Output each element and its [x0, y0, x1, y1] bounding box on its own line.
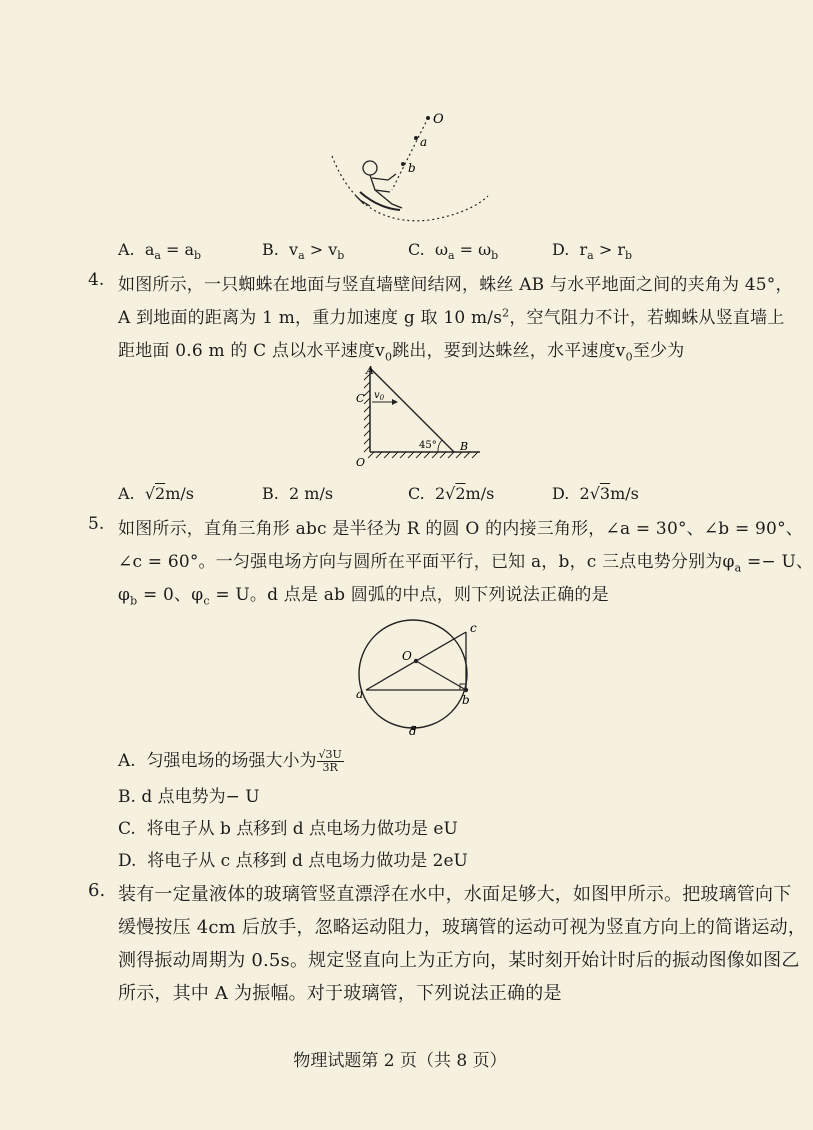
- q4-silk-ab: [370, 368, 454, 452]
- q4-label-a: A: [366, 364, 374, 377]
- q3-label-O: O: [433, 112, 444, 127]
- option-letter: B.: [118, 787, 136, 807]
- q5-figure: [348, 614, 488, 736]
- q5-point-b: [464, 688, 468, 692]
- q3-person-icon: [356, 161, 402, 210]
- option-text: 匀强电场的场强大小为: [146, 751, 317, 771]
- q5-line-1: 如图所示，直角三角形 abc 是半径为 R 的圆 O 的内接三角形，∠a = 30°、∠b = 90°、: [118, 519, 803, 539]
- option-sub: a: [154, 249, 161, 263]
- option-root: 3: [599, 484, 611, 503]
- q4-line-3-sub: 0: [385, 350, 393, 364]
- option-text: 将电子从 c 点移到 d 点电场力做功是 2eU: [147, 851, 468, 871]
- fraction-denominator: 3R: [322, 761, 338, 774]
- q4-label-o: O: [356, 456, 366, 469]
- q4-line-2-text-b: ，空气阻力不计，若蜘蛛从竖直墙上: [509, 308, 785, 328]
- q4-line-1: 如图所示，一只蜘蛛在地面与竖直墙壁间结网，蛛丝 AB 与水平地面之间的夹角为 45°，: [118, 275, 793, 295]
- option-sub: b: [194, 249, 202, 263]
- option-letter: A.: [118, 240, 135, 259]
- q4-figure: [348, 362, 488, 470]
- option-root: 2: [155, 484, 166, 503]
- option-root: 2: [455, 484, 466, 503]
- q3-label-a: a: [420, 135, 428, 149]
- q3-point-O: [426, 116, 430, 120]
- q5-radius-ob: [416, 661, 466, 690]
- q5-line-3-text-b: = 0、φ: [137, 585, 204, 605]
- q6-number: 6.: [88, 880, 106, 901]
- q4-number: 4.: [88, 270, 105, 290]
- q5-label-o: O: [402, 649, 412, 663]
- option-coef: 2: [434, 484, 446, 503]
- q4-line-2-text: A 到地面的距离为 1 m，重力加速度 g 取 10 m/s: [118, 308, 503, 328]
- q4-line-3-text-b: 跳出，要到达蛛丝，水平速度v: [392, 341, 626, 361]
- q5-number: 5.: [88, 514, 105, 534]
- option-sub: b: [624, 249, 633, 263]
- option-letter: D.: [118, 851, 137, 871]
- q5-line-2-text-b: =− U、: [741, 552, 813, 572]
- option-text: a: [144, 240, 155, 259]
- q5-circle: [359, 620, 467, 728]
- option-fraction: [317, 749, 344, 774]
- q3-point-b: [401, 162, 405, 166]
- option-letter: C.: [118, 819, 136, 839]
- q3-option-c[interactable]: [408, 240, 498, 262]
- option-letter: A.: [118, 751, 136, 771]
- q4-label-v0: $v_0$: [374, 390, 385, 402]
- option-coef: 2: [579, 484, 590, 503]
- option-letter: C.: [408, 484, 425, 503]
- option-text: 将电子从 b 点移到 d 点电场力做功是 eU: [146, 819, 458, 839]
- page-footer: 物理试题第 2 页（共 8 页）: [293, 1051, 507, 1071]
- q5-option-d[interactable]: [118, 846, 468, 871]
- option-text: > r: [593, 240, 625, 259]
- q5-line-2-text: ∠c = 60°。一匀强电场方向与圆所在平面平行，已知 a，b，c 三点电势分别为φ: [118, 552, 735, 572]
- option-sub: b: [337, 249, 345, 263]
- q3-option-b[interactable]: [262, 240, 344, 262]
- sqrt-icon: √: [144, 484, 156, 503]
- option-unit: m/s: [165, 484, 194, 503]
- option-letter: D.: [552, 484, 570, 503]
- option-text: 2 m/s: [289, 484, 334, 503]
- q4-arrowhead-icon: [392, 399, 398, 405]
- q5-label-a: a: [356, 687, 364, 701]
- option-unit: m/s: [465, 484, 495, 503]
- option-text: v: [289, 240, 299, 259]
- q4-angle-arc: [438, 440, 442, 452]
- q4-label-b: B: [460, 440, 469, 453]
- option-letter: C.: [408, 240, 425, 259]
- q3-option-d[interactable]: [552, 240, 632, 262]
- q5-label-b: b: [462, 693, 470, 707]
- option-text: = ω: [454, 240, 492, 259]
- q4-wall-hatch: [364, 374, 370, 452]
- q5-line-2: [118, 547, 813, 574]
- q3-option-a[interactable]: [118, 240, 201, 262]
- q3-label-b: b: [408, 161, 416, 175]
- option-text: ω: [434, 240, 448, 259]
- option-sub: a: [298, 249, 305, 263]
- option-unit: m/s: [610, 484, 639, 503]
- q5-point-o: [414, 659, 418, 663]
- q6-line-1: 装有一定量液体的玻璃管竖直漂浮在水中，水面足够大，如图甲所示。把玻璃管向下: [118, 884, 792, 905]
- q4-label-angle: 45°: [419, 440, 437, 451]
- q6-line-4: 所示，其中 A 为振幅。对于玻璃管，下列说法正确的是: [118, 983, 562, 1004]
- option-text: d 点电势为− U: [141, 787, 260, 807]
- q5-option-b[interactable]: [118, 782, 260, 807]
- q4-line-2-sup: 2: [502, 306, 510, 320]
- option-sub: b: [491, 249, 499, 263]
- q4-option-d[interactable]: [552, 484, 639, 503]
- q3-figure: [320, 108, 500, 228]
- q4-line-2: [118, 303, 785, 328]
- option-text: = a: [160, 240, 195, 259]
- q4-line-3-text: 距地面 0.6 m 的 C 点以水平速度v: [118, 341, 385, 361]
- q4-line-3-text-c: 至少为: [632, 341, 685, 361]
- sqrt-icon: √: [445, 484, 456, 503]
- option-letter: A.: [118, 484, 135, 503]
- option-letter: B.: [262, 484, 279, 503]
- q4-line-3: [118, 336, 684, 363]
- option-text: r: [579, 240, 588, 259]
- q5-label-d: d: [409, 724, 417, 738]
- q4-option-c[interactable]: [408, 484, 494, 503]
- q4-label-c: C: [356, 392, 365, 405]
- q5-line-3-text: φ: [118, 585, 131, 605]
- q5-option-c[interactable]: [118, 814, 458, 839]
- q3-point-a: [414, 136, 418, 140]
- q5-option-a[interactable]: [118, 746, 344, 774]
- q5-line-2-sub: a: [734, 561, 742, 575]
- q5-line-3-sub-2: c: [203, 594, 210, 608]
- q5-line-3-text-c: = U。d 点是 ab 圆弧的中点，则下列说法正确的是: [209, 585, 609, 605]
- q6-line-3: 测得振动周期为 0.5s。规定竖直向上为正方向，某时刻开始计时后的振动图像如图乙: [118, 950, 800, 971]
- option-sub: a: [587, 249, 594, 263]
- option-letter: D.: [552, 240, 570, 259]
- q5-line-3: [118, 580, 609, 607]
- option-sub: a: [447, 249, 455, 263]
- q4-line-3-sub-2: 0: [625, 350, 633, 364]
- q3-radius-line: [392, 118, 428, 190]
- option-letter: B.: [262, 240, 279, 259]
- fraction-numerator: √3U: [318, 748, 342, 761]
- sqrt-icon: √: [589, 484, 600, 503]
- q5-line-3-sub: b: [130, 594, 138, 608]
- q4-option-a[interactable]: [118, 484, 194, 503]
- q5-label-c: c: [470, 621, 477, 635]
- q4-option-b[interactable]: [262, 484, 333, 503]
- option-text: > v: [304, 240, 338, 259]
- q6-line-2: 缓慢按压 4cm 后放手，忽略运动阻力，玻璃管的运动可视为竖直方向上的简谐运动，: [118, 917, 807, 938]
